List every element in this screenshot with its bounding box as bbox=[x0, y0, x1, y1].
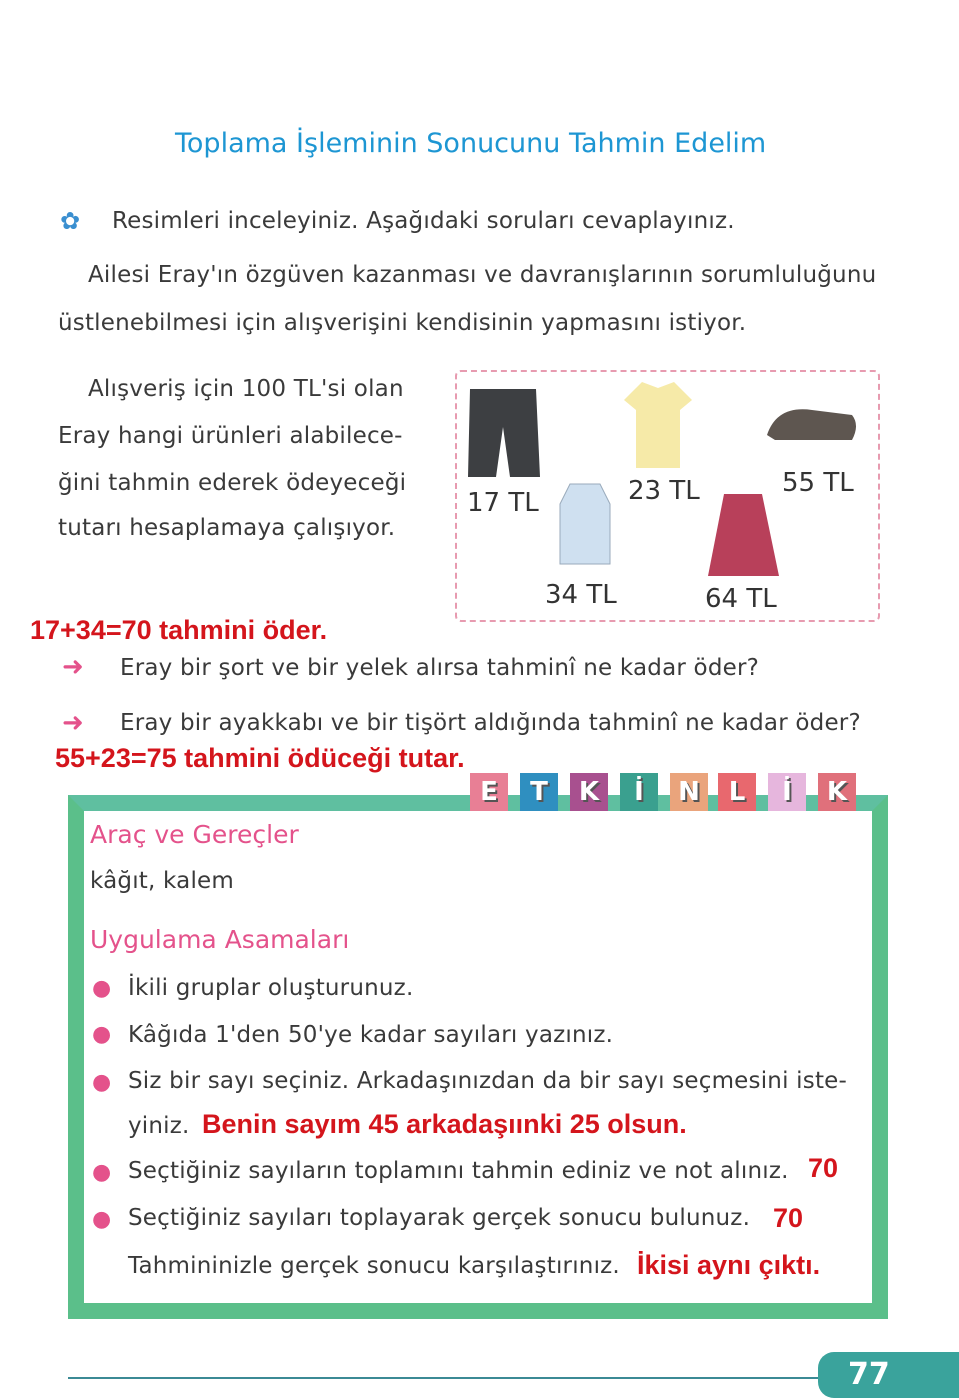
arrow-icon: ➜ bbox=[62, 652, 84, 682]
flower-icon: ✿ bbox=[60, 207, 81, 235]
step: Kâğıda 1'den 50'ye kadar sayıları yazınız. bbox=[128, 1022, 614, 1048]
handwritten-note: İkisi aynı çıktı. bbox=[637, 1250, 821, 1280]
materials-text: kâğıt, kalem bbox=[90, 868, 234, 894]
paragraph-line: Alışveriş için 100 TL'si olan bbox=[88, 376, 404, 402]
etkinlik-letter: E bbox=[470, 773, 508, 811]
step: Seçtiğiniz sayıları toplayarak gerçek sonucu bulunuz. bbox=[128, 1205, 751, 1231]
paragraph-line: ğini tahmin ederek ödeyeceği bbox=[58, 470, 407, 496]
instruction: Resimleri inceleyiniz. Aşağıdaki soruları cevaplayınız. bbox=[112, 208, 735, 234]
paragraph-line: Ailesi Eray'ın özgüven kazanması ve davranışlarının sorumluluğunu bbox=[88, 262, 877, 288]
paragraph-line: Eray hangi ürünleri alabilece- bbox=[58, 423, 403, 449]
handwritten-note: 70 bbox=[808, 1153, 839, 1183]
shorts-image bbox=[466, 385, 541, 483]
handwritten-note: 70 bbox=[773, 1203, 804, 1233]
bullet-icon: ● bbox=[92, 976, 112, 1001]
price-tshirt: 23 TL bbox=[628, 476, 700, 506]
handwritten-note: Benin sayım 45 arkadaşıınki 25 olsun. bbox=[202, 1109, 687, 1139]
sandals-image bbox=[765, 395, 860, 450]
final-step: Tahmininizle gerçek sonucu karşılaştırınız. bbox=[128, 1253, 620, 1279]
handwritten-answer: 17+34=70 tahmini öder. bbox=[30, 615, 328, 645]
question: Eray bir şort ve bir yelek alırsa tahminî ne kadar öder? bbox=[120, 655, 760, 681]
step: Seçtiğiniz sayıların toplamını tahmin ediniz ve not alınız. bbox=[128, 1158, 789, 1184]
arrow-icon: ➜ bbox=[62, 708, 84, 738]
step: Siz bir sayı seçiniz. Arkadaşınızdan da bir sayı seçmesini iste- bbox=[128, 1068, 848, 1094]
etkinlik-letter: N bbox=[670, 773, 708, 811]
etkinlik-letter: K bbox=[570, 773, 608, 811]
bullet-icon: ● bbox=[92, 1022, 112, 1047]
skirt-image bbox=[706, 490, 781, 582]
price-skirt: 64 TL bbox=[705, 584, 777, 614]
price-shorts: 17 TL bbox=[467, 488, 539, 518]
bullet-icon: ● bbox=[92, 1207, 112, 1232]
tshirt-image bbox=[622, 378, 694, 470]
etkinlik-letter: K bbox=[818, 773, 856, 811]
question: Eray bir ayakkabı ve bir tişört aldığında tahminî ne kadar öder? bbox=[120, 710, 861, 736]
page-title: Toplama İşleminin Sonucunu Tahmin Edelim bbox=[175, 128, 767, 159]
step: İkili gruplar oluşturunuz. bbox=[128, 975, 414, 1001]
paragraph-line: üstlenebilmesi için alışverişini kendisinin yapmasını istiyor. bbox=[58, 310, 747, 336]
etkinlik-letter: İ bbox=[768, 773, 806, 811]
bullet-icon: ● bbox=[92, 1160, 112, 1185]
etkinlik-letter: T bbox=[520, 773, 558, 811]
vest-image bbox=[555, 480, 615, 570]
paragraph-line: tutarı hesaplamaya çalışıyor. bbox=[58, 515, 396, 541]
price-vest: 34 TL bbox=[545, 580, 617, 610]
etkinlik-letter: İ bbox=[620, 773, 658, 811]
footer-line bbox=[68, 1377, 820, 1379]
bullet-icon: ● bbox=[92, 1070, 112, 1095]
etkinlik-letter: L bbox=[718, 773, 756, 811]
page-number: 77 bbox=[818, 1352, 959, 1398]
price-sandals: 55 TL bbox=[782, 468, 854, 498]
handwritten-answer: 55+23=75 tahmini ödüceği tutar. bbox=[55, 743, 465, 773]
steps-heading: Uygulama Asamaları bbox=[90, 925, 350, 954]
step-continuation: yiniz. bbox=[128, 1113, 190, 1139]
materials-heading: Araç ve Gereçler bbox=[90, 820, 299, 849]
